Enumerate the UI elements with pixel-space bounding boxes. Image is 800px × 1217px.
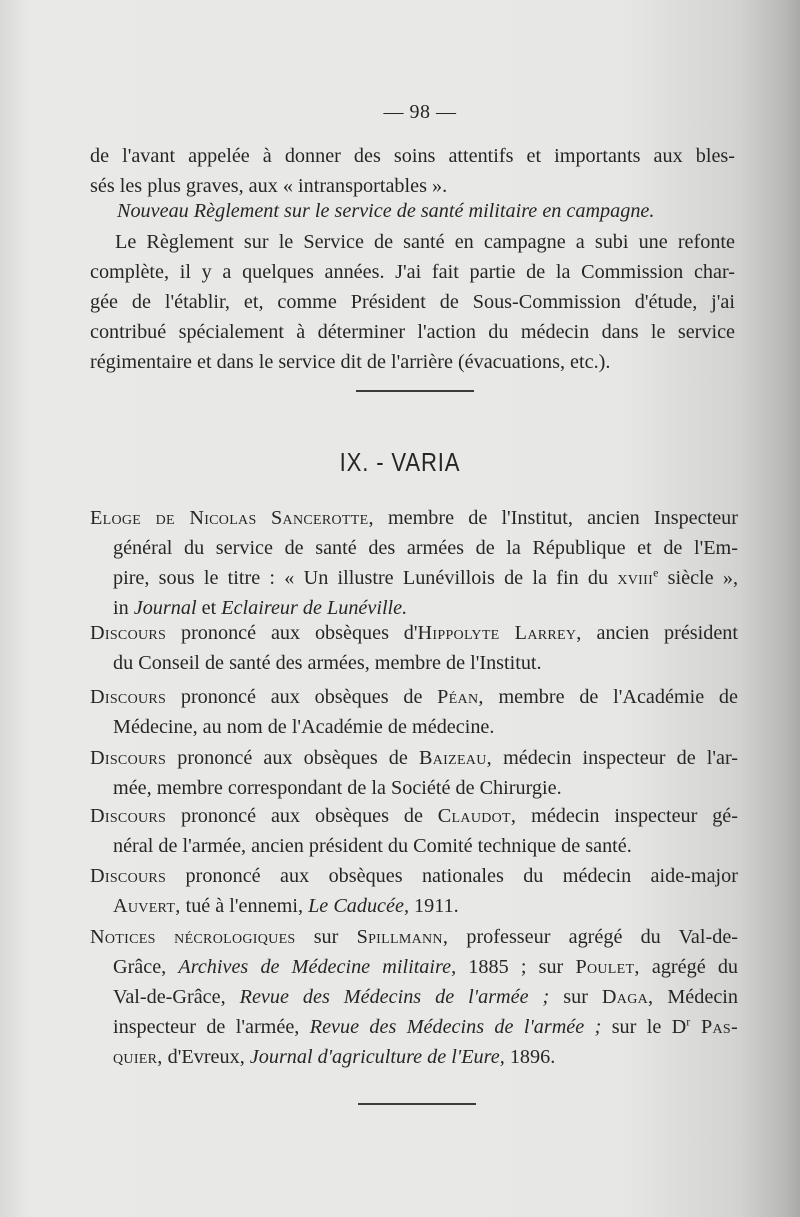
section-heading: IX. - VARIA (339, 447, 461, 477)
entry-heading: Notices nécrologiques (90, 926, 296, 948)
entry-text: membre de l'Académie de (483, 686, 738, 708)
entry-text: prononcé aux obsèques nationales du médecin aide-major (166, 865, 738, 887)
superscript: e (653, 565, 659, 580)
entry-text: Médecin (653, 986, 738, 1008)
journal-title: Journal (133, 597, 197, 619)
entry-text: agrégé du (639, 956, 739, 978)
entry-text: sur (295, 926, 357, 948)
person-name: Spillmann, (356, 926, 449, 948)
section-divider (356, 390, 474, 392)
person-name: Poulet, (575, 956, 640, 978)
text-line: régimentaire et dans le service dit de l'arrière (évacuations, etc.). (90, 351, 611, 373)
entry-text: membre de l'Institut, ancien Inspecteur (373, 507, 738, 529)
journal-title: Revue des Médecins de l'armée ; (309, 1016, 602, 1038)
entry-text: Grâce, (113, 956, 179, 978)
reglement-paragraph (90, 227, 735, 377)
text-line: contribué spécialement à déterminer l'action du médecin dans le service (90, 321, 735, 343)
person-name: Auvert, (113, 895, 181, 917)
journal-title: Le Caducée, (308, 895, 409, 917)
reglement-title: Nouveau Règlement sur le service de santé militaire en campagne. (117, 200, 655, 222)
entry-text: néral de l'armée, ancien président du Comité technique de santé. (113, 835, 632, 857)
entry-heading: Discours (90, 805, 167, 827)
entry-text: ancien président (581, 622, 739, 644)
bibliography-entry (90, 861, 738, 921)
journal-title: Revue des Médecins de l'armée ; (239, 986, 550, 1008)
person-name: Baizeau, (418, 747, 492, 769)
entry-heading: Discours (90, 622, 167, 644)
journal-title: Journal d'agriculture de l'Eure, (249, 1046, 505, 1068)
bibliography-entry (90, 618, 738, 678)
entry-text: prononcé aux obsèques d' (166, 622, 418, 644)
text-line: de l'avant appelée à donner des soins attentifs et importants aux bles- (90, 145, 735, 167)
entry-text: et (196, 597, 222, 619)
person-name: quier, (113, 1046, 163, 1068)
person-name: Claudot, (437, 805, 517, 827)
person-name: Daga, (601, 986, 654, 1008)
entry-text: prononcé aux obsèques de (166, 747, 419, 769)
entry-text: d'Evreux, (162, 1046, 250, 1068)
entry-text: prononcé aux obsèques de (166, 686, 438, 708)
entry-text: médecin inspecteur gé- (516, 805, 738, 827)
entry-heading: Discours (90, 686, 167, 708)
entry-text: siècle », (658, 567, 738, 589)
text-line: complète, il y a quelques années. J'ai fait partie de la Commission char- (90, 261, 735, 283)
entry-text: tué à l'ennemi, (180, 895, 309, 917)
entry-text: in (113, 597, 134, 619)
entry-text: 1885 ; sur (456, 956, 576, 978)
bibliography-entry (90, 922, 738, 1072)
entry-text: Val-de-Grâce, (113, 986, 240, 1008)
superscript: r (686, 1014, 691, 1029)
person-name: Hippolyte Larrey, (417, 622, 582, 644)
bibliography-entry (90, 503, 738, 623)
bibliography-entry (90, 743, 738, 803)
entry-text: inspecteur de l'armée, (113, 1016, 310, 1038)
bibliography-entry (90, 801, 738, 861)
person-name: Pas- (690, 1016, 738, 1038)
entry-text: Médecine, au nom de l'Académie de médecine. (113, 716, 495, 738)
person-name: Péan, (437, 686, 484, 708)
entry-heading: Discours (90, 865, 167, 887)
journal-title: Archives de Médecine militaire, (178, 956, 457, 978)
century-numeral: xviii (617, 567, 654, 589)
journal-title: Eclaireur de Lunéville. (221, 597, 408, 619)
intro-paragraph (90, 141, 735, 201)
entry-heading: Discours (90, 747, 167, 769)
entry-text: général du service de santé des armées de la République et de l'Em- (113, 537, 738, 559)
entry-text: pire, sous le titre : « Un illustre Lunévillois de la fin du (113, 567, 618, 589)
entry-text: du Conseil de santé des armées, membre de l'Institut. (113, 652, 542, 674)
text-line: Le Règlement sur le Service de santé en campagne a subi une refonte (115, 231, 735, 253)
bibliography-entry (90, 682, 738, 742)
entry-text: sur (549, 986, 602, 1008)
text-line: sés les plus graves, aux « intransportables ». (90, 175, 448, 197)
entry-heading: Eloge de Nicolas Sancerotte, (90, 507, 374, 529)
text-line: gée de l'établir, et, comme Président de Sous-Commission d'étude, j'ai (90, 291, 735, 313)
entry-text: prononcé aux obsèques de (166, 805, 438, 827)
entry-text: sur le D (601, 1016, 687, 1038)
entry-text: professeur agrégé du Val-de- (448, 926, 738, 948)
entry-text: 1896. (504, 1046, 556, 1068)
page-number: — 98 — (383, 101, 457, 123)
entry-text: mée, membre correspondant de la Société de Chirurgie. (113, 777, 562, 799)
end-divider (358, 1103, 476, 1105)
entry-text: 1911. (409, 895, 459, 917)
entry-text: médecin inspecteur de l'ar- (491, 747, 739, 769)
